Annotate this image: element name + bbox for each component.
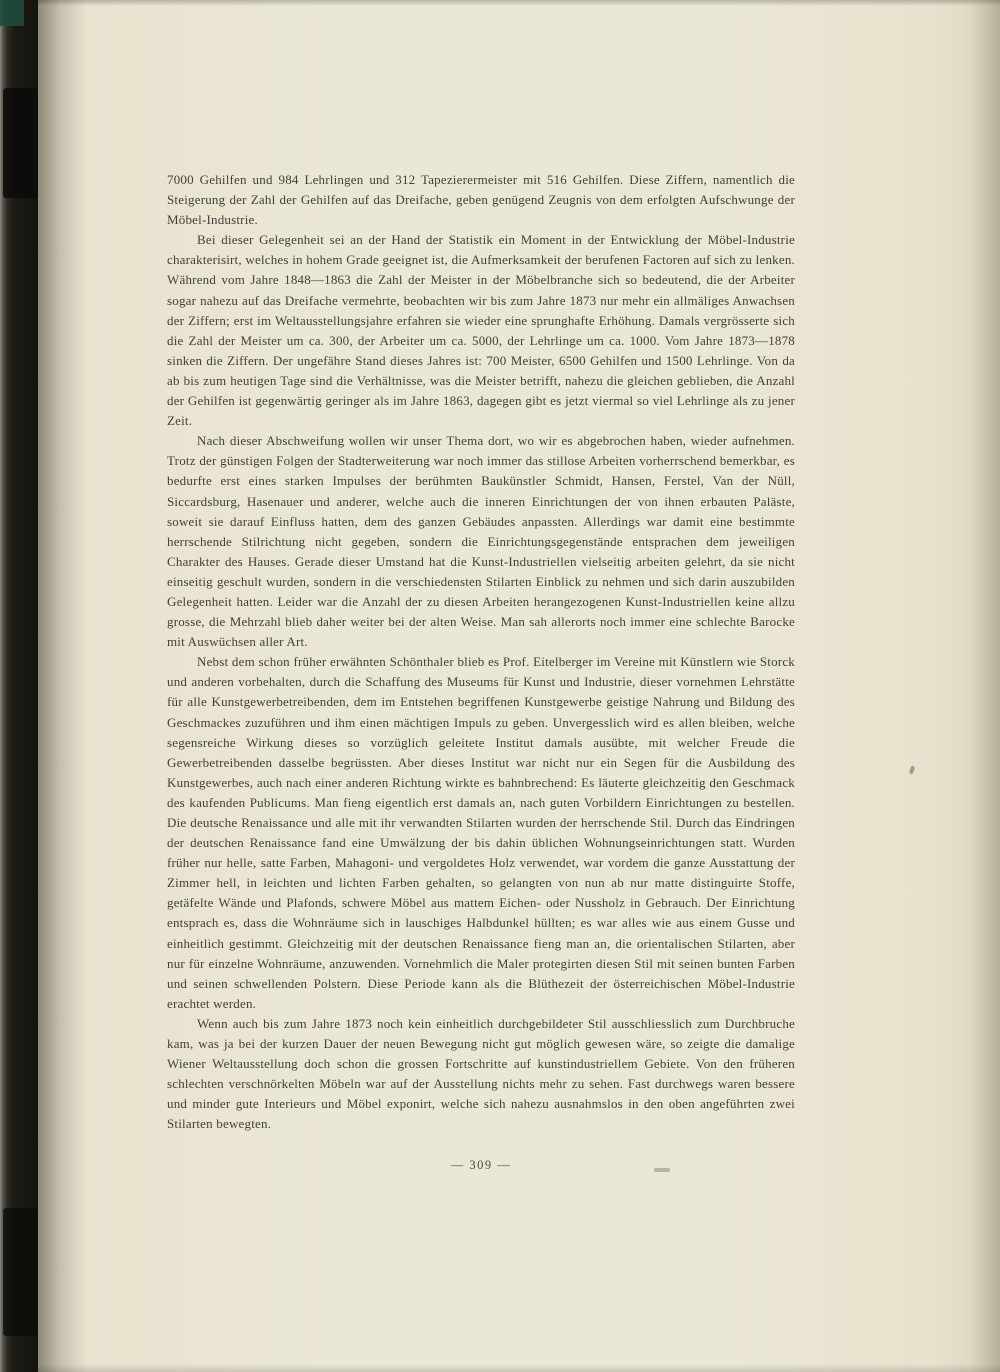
binding-corner-mark bbox=[0, 0, 24, 26]
paragraph: Nach dieser Abschweifung wollen wir unser Thema dort, wo wir es abgebrochen haben, wieder aufnehmen. Trotz der günstigen Folgen der Stadterweiterung war noch immer das stillose Arbeiten vorherrschend bemerkbar, es bedurfte erst eines starken Impulses der berühmten Baukünstler Schmidt, Hansen, Ferstel, Van der Nüll, Siccardsburg, Hasenauer und anderer, welche auch die inneren Einrichtungen der von ihnen erbauten Paläste, soweit sie darauf Einfluss hatten, dem des ganzen Gebäudes anpassten. Allerdings war damit eine bestimmte herrschende Stilrichtung nicht gegeben, sondern die Einrichtungsgegenstände entsprachen dem jeweiligen Charakter des Hauses. Gerade dieser Umstand hat die Kunst-Industriellen vielseitig arbeiten gelehrt, da sie nicht einseitig geschult wurden, sondern in die verschiedensten Stilarten Einblick zu nehmen und sich darin auszubilden Gelegenheit hatten. Leider war die Anzahl der zu diesen Arbeiten herangezogenen Kunst-Industriellen keine allzu grosse, die Mehrzahl blieb daher weiter bei der alten Weise. Man sah allerorts noch immer eine schlechte Barocke mit Auswüchsen aller Art. bbox=[167, 433, 795, 650]
paragraph: Wenn auch bis zum Jahre 1873 noch kein einheitlich durchgebildeter Stil ausschliesslich zum Durchbruche kam, was ja bei der kurzen Dauer der neuen Bewegung nicht gut möglich gewesen wäre, so zeigte die damalige Wiener Weltausstellung doch schon die grossen Fortschritte auf kunstindustriellem Gebiete. Von den früheren schlechten verschnörkelten Möbeln war auf der Ausstellung nichts mehr zu sehen. Fast durchwegs waren bessere und minder gute Interieurs und Möbel exponirt, welche sich nahezu ausnahmslos in den oben angeführten zwei Stilarten bewegten. bbox=[167, 1015, 795, 1132]
book-page bbox=[38, 0, 1000, 1372]
text-block bbox=[167, 170, 795, 1135]
page-bottom-shadow bbox=[38, 1364, 1000, 1372]
paragraph: Bei dieser Gelegenheit sei an der Hand der Statistik ein Moment in der Entwicklung der Möbel-Industrie charakterisirt, welches in hohem Grade geeignet ist, die Aufmerksamkeit der berufenen Factoren auf sich zu lenken. Während vom Jahre 1848—1863 die Zahl der Meister in der Möbelbranche sich so bedeutend, die der Arbeiter sogar nahezu auf das Dreifache vermehrte, beobachten wir bis zum Jahre 1873 nur mehr ein allmäliges Anwachsen der Ziffern; erst im Weltausstellungsjahre erfahren sie wieder eine sprunghafte Erhöhung. Damals vergrösserte sich die Zahl der Meister um ca. 300, der Arbeiter um ca. 5000, der Lehrlinge um ca. 1000. Vom Jahre 1873—1878 sinken die Ziffern. Der ungefähre Stand dieses Jahres ist: 700 Meister, 6500 Gehilfen und 1500 Lehrlinge. Von da ab bis zum heutigen Tage sind die Verhältnisse, was die Meister betrifft, nahezu die gleichen geblieben, die Anzahl der Gehilfen ist gegenwärtig geringer als im Jahre 1863, dagegen gibt es jetzt viermal so viel Lehrlinge als zu jener Zeit. bbox=[167, 232, 795, 429]
page-number: — 309 — bbox=[450, 1158, 512, 1172]
book-binding bbox=[0, 0, 38, 1372]
paper-speck bbox=[909, 766, 915, 775]
paragraph: 7000 Gehilfen und 984 Lehrlingen und 312 Tapezierermeister mit 516 Gehilfen. Diese Ziffern, namentlich die Steigerung der Zahl der Gehilfen auf das Dreifache, geben genügend Zeugnis von dem erfolgten Aufschwunge der Möbel-Industrie. bbox=[167, 172, 795, 228]
binding-mark-lower bbox=[3, 1208, 38, 1336]
paper-speck bbox=[654, 1168, 670, 1172]
binding-mark-upper bbox=[3, 88, 38, 198]
page-top-shadow bbox=[38, 0, 1000, 6]
paragraph: Nebst dem schon früher erwähnten Schönthaler blieb es Prof. Eitelberger im Vereine mit Künstlern wie Storck und anderen vorbehalten, durch die Schaffung des Museums für Kunst und Industrie, dieser vornehmen Lehrstätte für alle Kunstgewerbetreibenden, dem im Entstehen begriffenen Kunstgewerbe geistige Nahrung und Bildung des Geschmackes zuzuführen und ihm einen mächtigen Impuls zu geben. Unvergesslich wird es allen bleiben, welche segensreiche Wirkung dieses so vorzüglich geleitete Institut damals ausübte, mit welcher Freude die Gewerbetreibenden dasselbe begrüssten. Aber dieses Institut war nicht nur ein Segen für die Ausbildung des Kunstgewerbes, auch nach einer anderen Richtung wirkte es bahnbrechend: Es läuterte gleichzeitig den Geschmack des kaufenden Publicums. Man fieng eigentlich erst damals an, nach guten Vorbildern Einrichtungen zu bestellen. Die deutsche Renaissance und alle mit ihr verwandten Stilarten wurden der herrschende Stil. Durch das Eindringen der deutschen Renaissance fand eine Umwälzung der bis dahin üblichen Wohnungseinrichtungen statt. Wurden früher nur helle, satte Farben, Mahagoni- und vergoldetes Holz verwendet, war vordem die ganze Ausstattung der Zimmer hell, in leichten und lichten Farben gehalten, so gelangten von nun ab nur matte distinguirte Stoffe, getäfelte Wände und Plafonds, schwere Möbel aus mattem Eichen- oder Nussholz in Gebrauch. Der Einrichtung entsprach es, dass die Wohnräume sich in lauschiges Halbdunkel hüllten; es war alles wie aus einem Gusse und einheitlich gestimmt. Gleichzeitig mit der deutschen Renaissance fieng man an, die orientalischen Stilarten, aber nur für einzelne Wohnräume, anzuwenden. Vornehmlich die Maler protegirten diesen Stil mit seinen bunten Farben und seinen schwellenden Polstern. Diese Periode kann als die Blüthezeit der österreichischen Möbel-Industrie erachtet werden. bbox=[167, 654, 795, 1011]
